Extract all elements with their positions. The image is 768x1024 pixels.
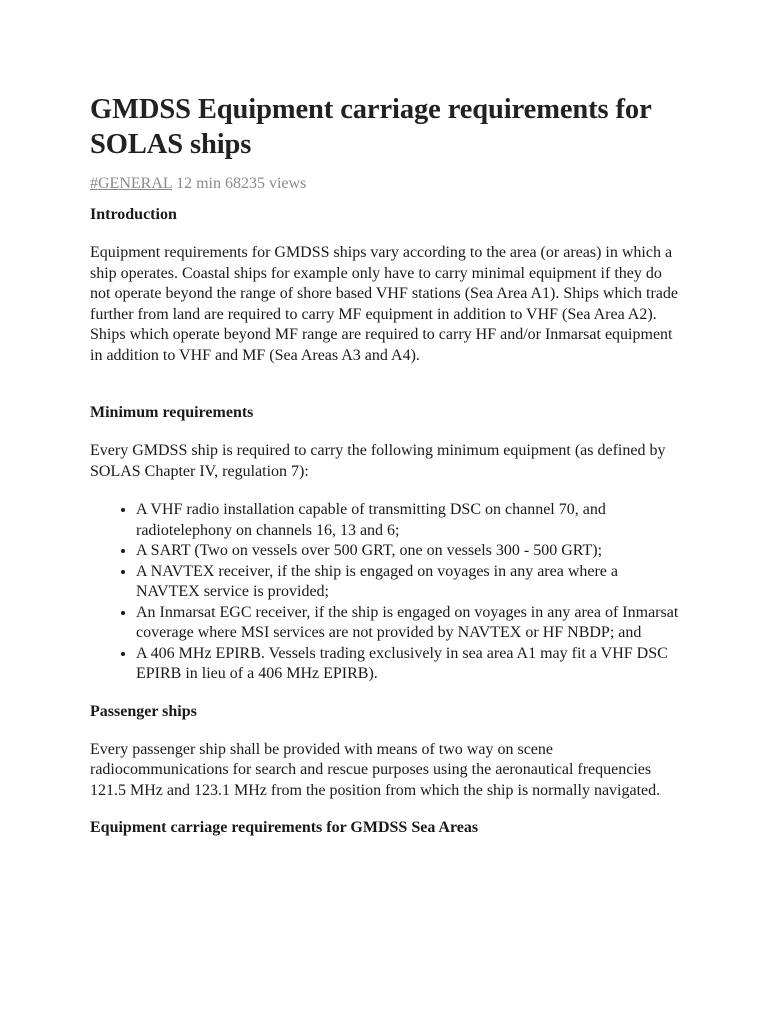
- passenger-ships-heading: Passenger ships: [90, 702, 197, 720]
- category-tag-link[interactable]: #GENERAL: [90, 175, 173, 192]
- minimum-requirements-paragraph: Every GMDSS ship is required to carry the following minimum equipment (as defined by SOLAS Chapter IV, regulation 7):: [90, 442, 666, 480]
- read-time: 12 min: [176, 175, 221, 192]
- list-item: • A SART (Two on vessels over 500 GRT, one on vessels 300 - 500 GRT);: [136, 541, 680, 562]
- passenger-ships-paragraph: Every passenger ship shall be provided with means of two way on scene radiocommunications for search and rescue purposes using the aeronautical frequencies 121.5 MHz and 123.1 MHz from the position from which the ship is normally navigated.: [90, 740, 661, 799]
- list-item: • A VHF radio installation capable of transmitting DSC on channel 70, and radiotelephony on channels 16, 13 and 6;: [136, 500, 680, 541]
- introduction-heading: Introduction: [90, 206, 177, 223]
- list-item: • A 406 MHz EPIRB. Vessels trading exclusively in sea area A1 may fit a VHF DSC EPIRB in lieu of a 406 MHz EPIRB).: [136, 644, 680, 685]
- minimum-requirements-heading: Minimum requirements: [90, 404, 254, 421]
- view-count: 68235 views: [224, 175, 307, 192]
- minimum-equipment-list: [90, 500, 680, 685]
- sea-areas-heading: Equipment carriage requirements for GMDSS Sea Areas: [90, 819, 479, 836]
- list-item: • A NAVTEX receiver, if the ship is engaged on voyages in any area where a NAVTEX service is provided;: [136, 562, 680, 603]
- article-meta: [90, 174, 680, 194]
- introduction-paragraph: Equipment requirements for GMDSS ships vary according to the area (or areas) in which a ship operates. Coastal ships for example only have to carry minimal equipment if they do not operate beyond the range of shore based VHF stations (Sea Area A1). Ships which trade further from land are required to carry MF equipment in addition to VHF (Sea Area A2). Ships which operate beyond MF range are required to carry HF and/or Inmarsat equipment in addition to VHF and MF (Sea Areas A3 and A4).: [90, 244, 679, 364]
- page-title: GMDSS Equipment carriage requirements for SOLAS ships: [90, 94, 652, 160]
- list-item: • An Inmarsat EGC receiver, if the ship is engaged on voyages in any area of Inmarsat coverage where MSI services are not provided by NAVTEX or HF NBDP; and: [136, 603, 680, 644]
